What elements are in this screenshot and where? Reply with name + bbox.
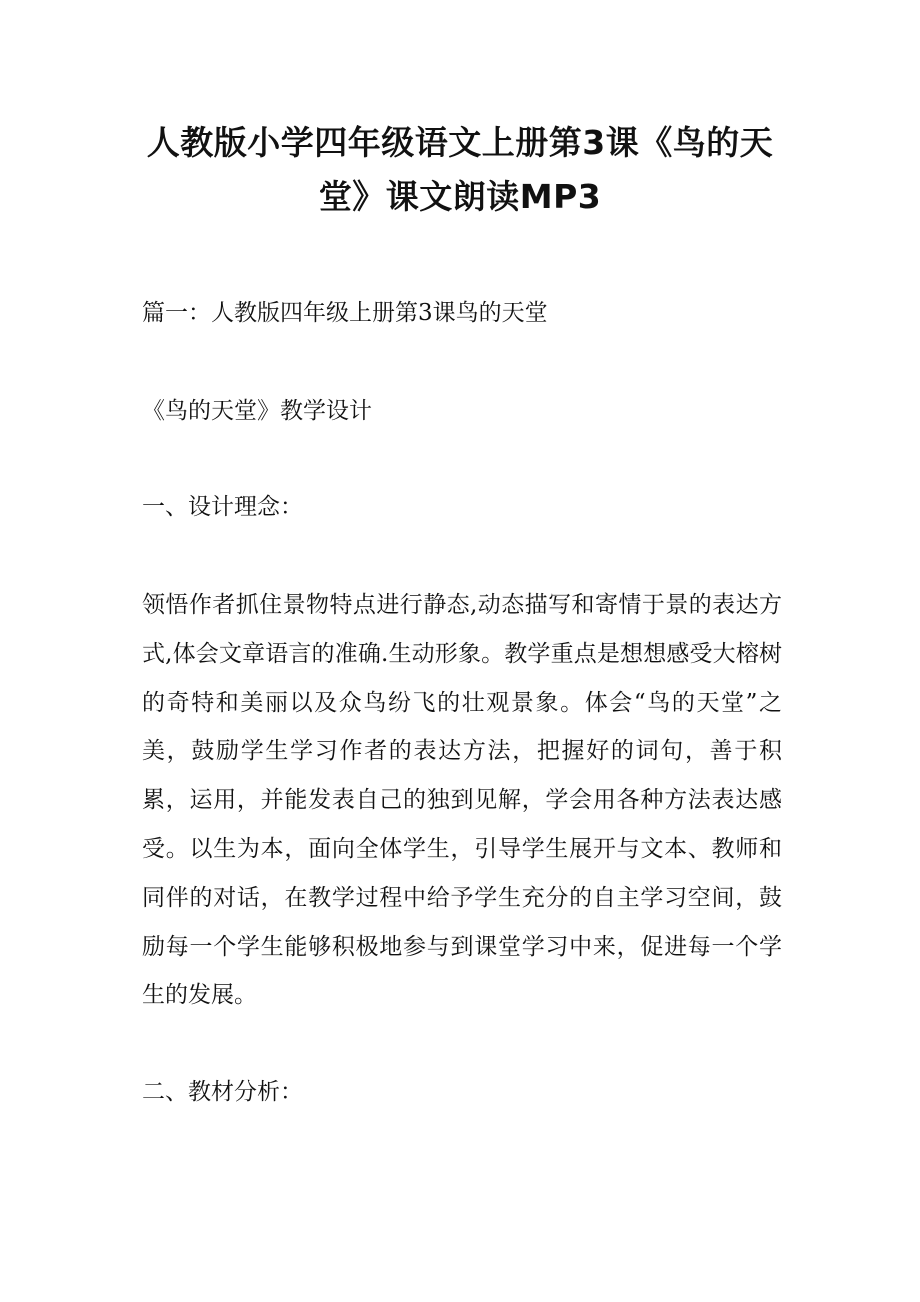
design-subtitle: 《鸟的天堂》教学设计 (142, 398, 372, 424)
section-heading: 篇一：人教版四年级上册第3课鸟的天堂 (142, 300, 548, 326)
document-title: 人教版小学四年级语文上册第3课《鸟的天堂》课文朗读MP3 (146, 123, 774, 216)
heading-design-concept: 一、设计理念： (142, 494, 303, 520)
design-concept-paragraph: 领悟作者抓住景物特点进行静态,动态描写和寄情于景的表达方式,体会文章语言的准确.生动形象。教学重点是想想感受大榕树的奇特和美丽以及众鸟纷飞的壮观景象。体会“鸟的天堂”之美，鼓励学生学习作者的表达方法，把握好的词句，善于积累，运用，并能发表自己的独到见解，学会用各种方法表达感受。以生为本，面向全体学生，引导学生展开与文本、教师和同伴的对话，在教学过程中给予学生充分的自主学习空间，鼓励每一个学生能够积极地参与到课堂学习中来，促进每一个学生的发展。 (142, 592, 782, 1009)
heading-textbook-analysis: 二、教材分析： (142, 1079, 303, 1105)
